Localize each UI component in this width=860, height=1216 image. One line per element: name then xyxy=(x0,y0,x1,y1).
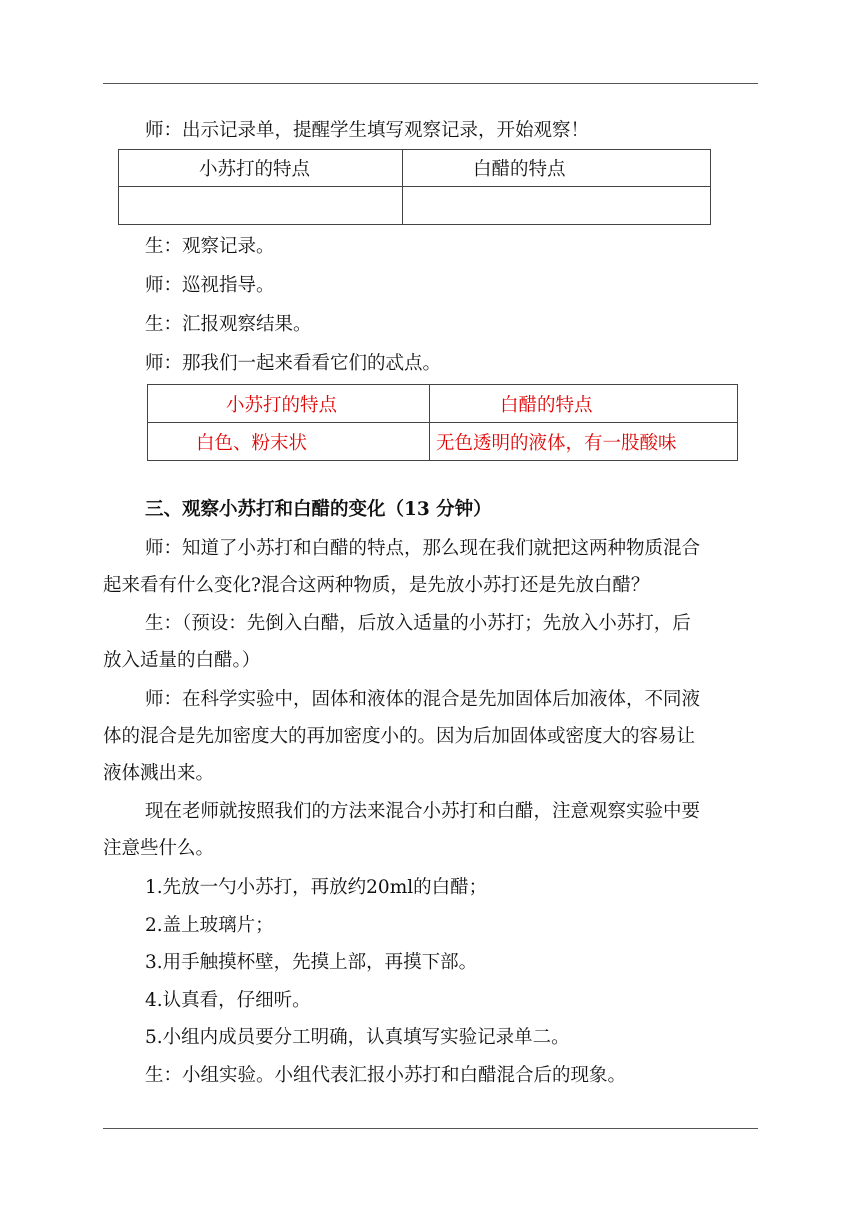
paragraph-teacher-science-3: 液体溅出来。 xyxy=(103,763,215,784)
footer-rule xyxy=(103,1128,758,1129)
paragraph-teacher-record-sheet: 师：出示记录单，提醒学生填写观察记录，开始观察！ xyxy=(145,120,590,141)
table2-cell-baking-soda: 白色、粉末状 xyxy=(148,423,430,461)
table2-header-baking-soda: 小苏打的特点 xyxy=(148,385,430,423)
step-5: 5.小组内成员要分工明确，认真填写实验记录单二。 xyxy=(145,1027,570,1048)
paragraph-student-record: 生：观察记录。 xyxy=(145,236,275,257)
table1-cell-vinegar xyxy=(403,187,711,225)
section-heading: 三、观察小苏打和白醋的变化（13 分钟） xyxy=(145,499,492,520)
observation-table-blank xyxy=(118,149,711,225)
paragraph-student-preset-2: 放入适量的白醋。） xyxy=(103,650,261,671)
observation-table-answers xyxy=(147,384,738,461)
table2-header-vinegar: 白醋的特点 xyxy=(430,385,738,423)
paragraph-teacher-mix-2: 起来看有什么变化?混合这两种物质，是先放小苏打还是先放白醋？ xyxy=(103,575,650,596)
paragraph-teacher-mix-1: 师：知道了小苏打和白醋的特点，那么现在我们就把这两种物质混合 xyxy=(145,538,701,559)
paragraph-teacher-method-1: 现在老师就按照我们的方法来混合小苏打和白醋，注意观察实验中要 xyxy=(145,801,701,822)
paragraph-student-experiment: 生：小组实验。小组代表汇报小苏打和白醋混合后的现象。 xyxy=(145,1065,627,1086)
paragraph-teacher-method-2: 注意些什么。 xyxy=(103,838,215,859)
table1-header-baking-soda: 小苏打的特点 xyxy=(119,150,403,187)
paragraph-teacher-guide: 师：巡视指导。 xyxy=(145,275,275,296)
header-rule xyxy=(103,83,758,84)
table2-cell-vinegar: 无色透明的液体，有一股酸味 xyxy=(430,423,738,461)
paragraph-student-preset-1: 生：（预设：先倒入白醋，后放入适量的小苏打；先放入小苏打，后 xyxy=(145,613,691,634)
table1-cell-baking-soda xyxy=(119,187,403,225)
paragraph-teacher-science-1: 师：在科学实验中，固体和液体的混合是先加固体后加液体，不同液 xyxy=(145,689,701,710)
paragraph-teacher-look: 师：那我们一起来看看它们的忒点。 xyxy=(145,353,442,374)
step-4: 4.认真看，仔细听。 xyxy=(145,990,311,1011)
table1-header-vinegar: 白醋的特点 xyxy=(403,150,711,187)
step-3: 3.用手触摸杯壁，先摸上部，再摸下部。 xyxy=(145,952,478,973)
step-2: 2.盖上玻璃片； xyxy=(145,915,274,936)
paragraph-student-report: 生：汇报观察结果。 xyxy=(145,314,312,335)
step-1: 1.先放一勺小苏打，再放约20ml的白醋； xyxy=(145,877,488,898)
paragraph-teacher-science-2: 体的混合是先加密度大的再加密度小的。因为后加固体或密度大的容易让 xyxy=(103,726,696,747)
